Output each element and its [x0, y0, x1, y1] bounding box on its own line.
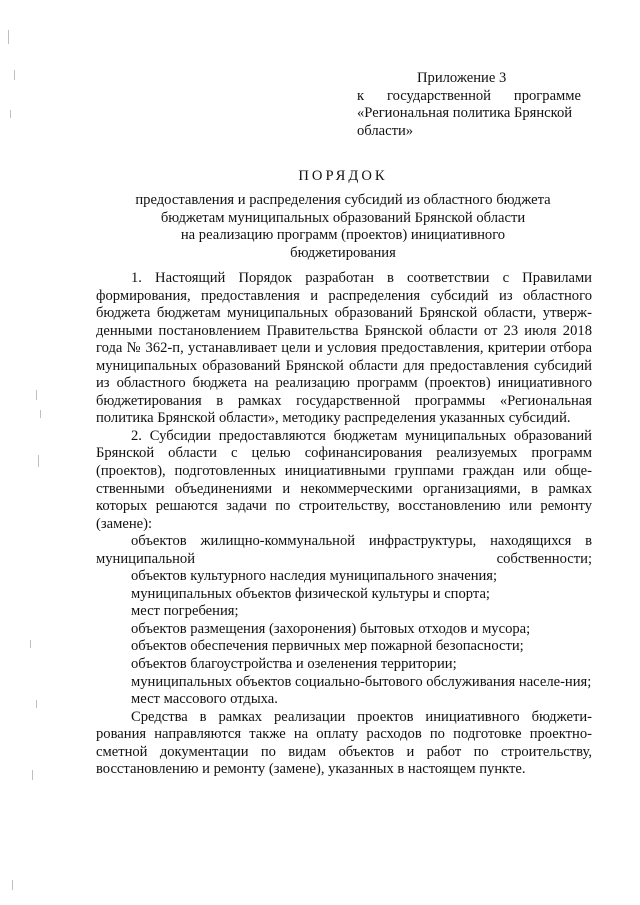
paragraph-3: Средства в рамках реализации проектов инициативного бюджети-рования направляются также на оплату расходов по подготовке проектно-сметной документации по видам объектов и работ по строительству, восстановлению и ремонту (замене), указанных в настоящем пункте. — [96, 708, 592, 778]
list-item: объектов благоустройства и озеленения территории; — [131, 656, 457, 673]
appendix-program-name-end: области» — [357, 122, 414, 139]
paragraph-2: 2. Субсидии предоставляются бюджетам муниципальных образований Брянской области с целью софинансирования реализуемых программ (проектов), подготовленных инициативными группами граждан или обще-ственными объединениями и некоммерческими организациями, в рамках которых решаются задачи по строительству, восстановлению или ремонту (замене): — [96, 427, 592, 532]
title-line-2: бюджетам муниципальных образований Брянской области — [160, 209, 526, 226]
paragraph-1: 1. Настоящий Порядок разработан в соответствии с Правилами формирования, предоставления и распределения субсидий из областного бюджета бюджетам муниципальных образований Брянской области, утверж-денными постановлением Правительства Брянской области от 23 июля 2018 года № 362-п, устанавливает цели и условия предоставления, критерии отбора муниципальных образований Брянской области для предоставления субсидий из областного бюджета на реализацию программ (проектов) инициативного бюджетирования в рамках государственной программы «Региональная политика Брянской области», методику распределения указанных субсидий. — [96, 270, 592, 427]
list-item: объектов жилищно-коммунальной инфраструктуры, находящихся в муниципальной собственности; — [96, 533, 592, 567]
appendix-number: Приложение 3 — [417, 70, 507, 86]
title-line-3: на реализацию программ (проектов) инициативного — [180, 227, 506, 244]
list-item: муниципальных объектов социально-бытового обслуживания населе-ния; — [131, 673, 592, 690]
title-line-1: предоставления и распределения субсидий из областного бюджета — [135, 192, 551, 209]
scan-margin-marks — [0, 0, 60, 905]
list-item: объектов размещения (захоронения) бытовых отходов и мусора; — [131, 620, 531, 637]
list-item: объектов обеспечения первичных мер пожарной безопасности; — [131, 638, 524, 655]
document-body — [96, 270, 592, 779]
title-heading: ПОРЯДОК — [298, 168, 388, 184]
document-title — [96, 168, 590, 262]
list-item: мест погребения; — [131, 603, 239, 620]
appendix-header — [357, 70, 581, 140]
appendix-program-line: к государственной программе — [357, 87, 581, 104]
list-item: муниципальных объектов физической культуры и спорта; — [131, 585, 490, 602]
title-line-4: бюджетирования — [290, 244, 396, 261]
list-item: мест массового отдыха. — [131, 691, 278, 708]
appendix-program-name: «Региональная политика Брянской — [357, 105, 573, 121]
list-item: объектов культурного наследия муниципального значения; — [131, 568, 498, 585]
